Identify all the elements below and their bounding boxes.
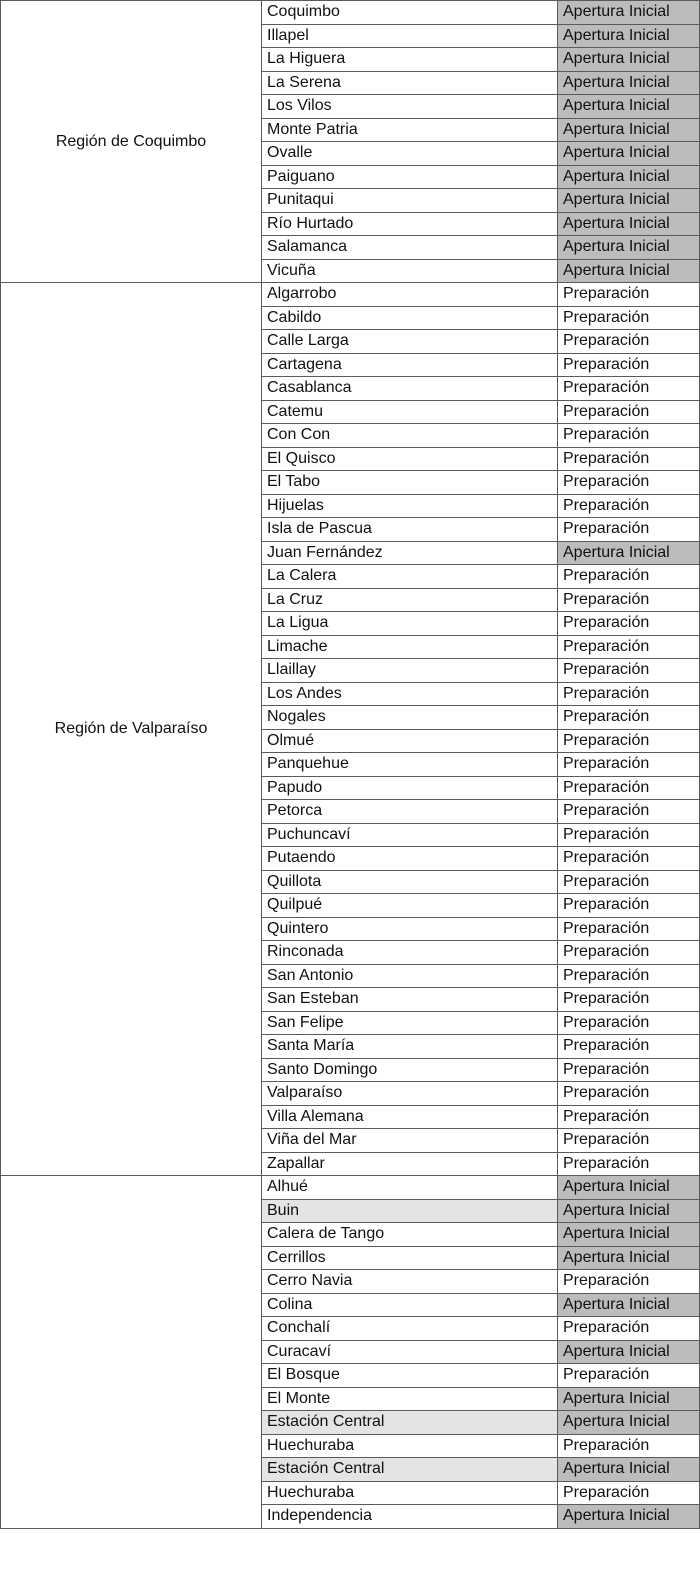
comuna-cell: Calle Larga (262, 330, 558, 354)
comuna-cell: Cerro Navia (262, 1270, 558, 1294)
comuna-cell: Petorca (262, 800, 558, 824)
estado-cell-preparacion: Preparación (558, 800, 700, 824)
comuna-cell: Monte Patria (262, 118, 558, 142)
estado-cell-apertura: Apertura Inicial (558, 118, 700, 142)
comuna-cell: Calera de Tango (262, 1223, 558, 1247)
comuna-cell: Buin (262, 1199, 558, 1223)
estado-cell-preparacion: Preparación (558, 424, 700, 448)
comuna-cell: Huechuraba (262, 1481, 558, 1505)
comuna-cell: Alhué (262, 1176, 558, 1200)
estado-cell-apertura: Apertura Inicial (558, 142, 700, 166)
estado-cell-apertura: Apertura Inicial (558, 1387, 700, 1411)
estado-cell-apertura: Apertura Inicial (558, 212, 700, 236)
region-cell-unnamed (1, 1176, 262, 1529)
comuna-cell: Ovalle (262, 142, 558, 166)
estado-cell-apertura: Apertura Inicial (558, 259, 700, 283)
fase-table-body (1, 1, 700, 1529)
estado-cell-preparacion: Preparación (558, 706, 700, 730)
estado-cell-preparacion: Preparación (558, 894, 700, 918)
estado-cell-preparacion: Preparación (558, 659, 700, 683)
estado-cell-apertura: Apertura Inicial (558, 1176, 700, 1200)
estado-cell-apertura: Apertura Inicial (558, 24, 700, 48)
estado-cell-preparacion: Preparación (558, 1105, 700, 1129)
comuna-cell: Llaillay (262, 659, 558, 683)
comuna-cell: Hijuelas (262, 494, 558, 518)
estado-cell-preparacion: Preparación (558, 964, 700, 988)
comuna-cell: Punitaqui (262, 189, 558, 213)
estado-cell-preparacion: Preparación (558, 729, 700, 753)
estado-cell-apertura: Apertura Inicial (558, 165, 700, 189)
comuna-cell: Curacaví (262, 1340, 558, 1364)
estado-cell-preparacion: Preparación (558, 988, 700, 1012)
comuna-cell: Cerrillos (262, 1246, 558, 1270)
estado-cell-apertura: Apertura Inicial (558, 48, 700, 72)
estado-cell-apertura: Apertura Inicial (558, 95, 700, 119)
estado-cell-preparacion: Preparación (558, 1011, 700, 1035)
comuna-cell: Estación Central (262, 1458, 558, 1482)
comuna-cell: Estación Central (262, 1411, 558, 1435)
comuna-cell: Rinconada (262, 941, 558, 965)
comuna-cell: Juan Fernández (262, 541, 558, 565)
comuna-cell: Santa María (262, 1035, 558, 1059)
comuna-cell: Valparaíso (262, 1082, 558, 1106)
comuna-cell: Cartagena (262, 353, 558, 377)
estado-cell-preparacion: Preparación (558, 1035, 700, 1059)
comuna-cell: Santo Domingo (262, 1058, 558, 1082)
comuna-cell: La Serena (262, 71, 558, 95)
estado-cell-preparacion: Preparación (558, 565, 700, 589)
estado-cell-preparacion: Preparación (558, 635, 700, 659)
table-row (1, 283, 700, 307)
estado-cell-preparacion: Preparación (558, 1129, 700, 1153)
comuna-cell: Con Con (262, 424, 558, 448)
comuna-cell: Coquimbo (262, 1, 558, 25)
region-cell-region-de-valparaiso: Región de Valparaíso (1, 283, 262, 1176)
comuna-cell: Los Vilos (262, 95, 558, 119)
estado-cell-preparacion: Preparación (558, 917, 700, 941)
comuna-cell: Panquehue (262, 753, 558, 777)
estado-cell-apertura: Apertura Inicial (558, 541, 700, 565)
estado-cell-apertura: Apertura Inicial (558, 1223, 700, 1247)
comuna-cell: Independencia (262, 1505, 558, 1529)
estado-cell-preparacion: Preparación (558, 870, 700, 894)
estado-cell-preparacion: Preparación (558, 1270, 700, 1294)
estado-cell-preparacion: Preparación (558, 1434, 700, 1458)
comuna-cell: Quilpué (262, 894, 558, 918)
comuna-cell: Catemu (262, 400, 558, 424)
estado-cell-preparacion: Preparación (558, 353, 700, 377)
estado-cell-apertura: Apertura Inicial (558, 1458, 700, 1482)
comuna-cell: Illapel (262, 24, 558, 48)
table-row (1, 1, 700, 25)
estado-cell-preparacion: Preparación (558, 588, 700, 612)
estado-cell-apertura: Apertura Inicial (558, 1411, 700, 1435)
estado-cell-preparacion: Preparación (558, 612, 700, 636)
estado-cell-apertura: Apertura Inicial (558, 1340, 700, 1364)
estado-cell-apertura: Apertura Inicial (558, 1, 700, 25)
comuna-cell: Quillota (262, 870, 558, 894)
comuna-cell: La Higuera (262, 48, 558, 72)
estado-cell-preparacion: Preparación (558, 1364, 700, 1388)
estado-cell-preparacion: Preparación (558, 306, 700, 330)
estado-cell-preparacion: Preparación (558, 1317, 700, 1341)
comuna-cell: El Quisco (262, 447, 558, 471)
comuna-cell: Huechuraba (262, 1434, 558, 1458)
estado-cell-apertura: Apertura Inicial (558, 236, 700, 260)
comuna-cell: Algarrobo (262, 283, 558, 307)
comuna-cell: La Ligua (262, 612, 558, 636)
estado-cell-preparacion: Preparación (558, 753, 700, 777)
estado-cell-preparacion: Preparación (558, 377, 700, 401)
comuna-cell: Puchuncaví (262, 823, 558, 847)
comuna-cell: La Calera (262, 565, 558, 589)
comuna-cell: Putaendo (262, 847, 558, 871)
estado-cell-apertura: Apertura Inicial (558, 1293, 700, 1317)
comuna-cell: Isla de Pascua (262, 518, 558, 542)
estado-cell-preparacion: Preparación (558, 400, 700, 424)
comuna-cell: Paiguano (262, 165, 558, 189)
comuna-cell: Quintero (262, 917, 558, 941)
comuna-cell: San Antonio (262, 964, 558, 988)
estado-cell-preparacion: Preparación (558, 330, 700, 354)
estado-cell-preparacion: Preparación (558, 1152, 700, 1176)
region-cell-region-de-coquimbo: Región de Coquimbo (1, 1, 262, 283)
comuna-cell: Salamanca (262, 236, 558, 260)
comuna-cell: Olmué (262, 729, 558, 753)
comuna-cell: Colina (262, 1293, 558, 1317)
comuna-cell: San Esteban (262, 988, 558, 1012)
comuna-cell: Río Hurtado (262, 212, 558, 236)
comuna-cell: Vicuña (262, 259, 558, 283)
estado-cell-apertura: Apertura Inicial (558, 1199, 700, 1223)
comuna-cell: El Monte (262, 1387, 558, 1411)
comuna-cell: Papudo (262, 776, 558, 800)
estado-cell-preparacion: Preparación (558, 283, 700, 307)
estado-cell-preparacion: Preparación (558, 518, 700, 542)
estado-cell-preparacion: Preparación (558, 823, 700, 847)
comuna-cell: El Bosque (262, 1364, 558, 1388)
comuna-cell: Zapallar (262, 1152, 558, 1176)
comuna-cell: Viña del Mar (262, 1129, 558, 1153)
estado-cell-preparacion: Preparación (558, 1082, 700, 1106)
comuna-cell: El Tabo (262, 471, 558, 495)
comuna-cell: Limache (262, 635, 558, 659)
estado-cell-preparacion: Preparación (558, 941, 700, 965)
estado-cell-preparacion: Preparación (558, 682, 700, 706)
comuna-cell: Cabildo (262, 306, 558, 330)
estado-cell-preparacion: Preparación (558, 494, 700, 518)
comuna-cell: Los Andes (262, 682, 558, 706)
comuna-cell: Nogales (262, 706, 558, 730)
comuna-cell: San Felipe (262, 1011, 558, 1035)
estado-cell-apertura: Apertura Inicial (558, 1505, 700, 1529)
estado-cell-preparacion: Preparación (558, 847, 700, 871)
comuna-cell: Casablanca (262, 377, 558, 401)
table-row (1, 1176, 700, 1200)
estado-cell-apertura: Apertura Inicial (558, 71, 700, 95)
estado-cell-preparacion: Preparación (558, 447, 700, 471)
comuna-cell: Conchalí (262, 1317, 558, 1341)
comuna-cell: Villa Alemana (262, 1105, 558, 1129)
estado-cell-apertura: Apertura Inicial (558, 1246, 700, 1270)
comuna-cell: La Cruz (262, 588, 558, 612)
estado-cell-preparacion: Preparación (558, 471, 700, 495)
estado-cell-preparacion: Preparación (558, 776, 700, 800)
estado-cell-apertura: Apertura Inicial (558, 189, 700, 213)
estado-cell-preparacion: Preparación (558, 1058, 700, 1082)
estado-cell-preparacion: Preparación (558, 1481, 700, 1505)
